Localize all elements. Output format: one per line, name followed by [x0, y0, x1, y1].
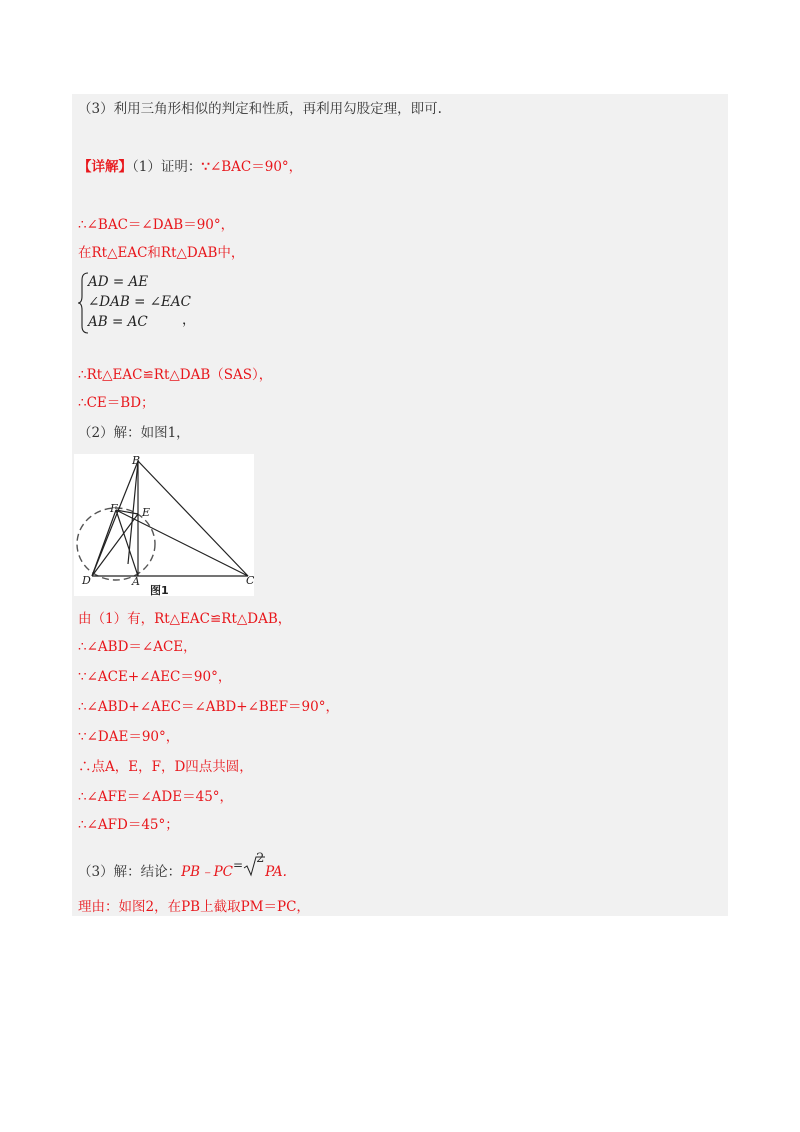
detail-tag: 【详解】: [78, 159, 132, 175]
part3-lhs: PB﹣PC: [181, 864, 234, 880]
figure-1: [74, 454, 254, 596]
afe-equals-ade: ∴∠AFE＝∠ADE＝45°，: [78, 789, 234, 805]
system-comma: ，: [182, 312, 196, 328]
ce-equals-bd: ∴CE＝BD；: [78, 395, 155, 411]
sqrt-argument: 2: [256, 851, 265, 866]
hint-part3: （3）利用三角形相似的判定和性质，再利用勾股定理，即可.: [78, 101, 442, 117]
ace-plus-aec: ∵∠ACE+∠AEC＝90°，: [78, 669, 232, 685]
bac-statement: ∠BAC＝90°，: [209, 159, 303, 175]
part3-prefix: （3）解：结论：: [78, 864, 182, 880]
part3-conclusion: [78, 851, 287, 881]
solution-content: [72, 94, 728, 916]
detail-heading: [78, 158, 302, 176]
system-row-3: AB = AC: [88, 314, 148, 330]
afd-45: ∴∠AFD＝45°；: [78, 817, 179, 833]
abd-equals-ace: ∴∠ABD＝∠ACE，: [78, 639, 197, 655]
label-f: F: [110, 502, 118, 515]
label-d: D: [82, 574, 91, 587]
abd-plus-aec: ∴∠ABD+∠AEC＝∠ABD+∠BEF＝90°，: [78, 699, 339, 715]
part3-equals: =: [233, 858, 244, 872]
therefore-bac-dab: ∴∠BAC＝∠DAB＝90°，: [78, 217, 235, 233]
congruence-conclusion: ∴Rt△EAC≌Rt△DAB（SAS），: [78, 367, 273, 383]
sqrt-expression: [243, 851, 265, 881]
concyclic-points: ∴点A，E，F，D四点共圆，: [78, 759, 253, 775]
dae-90: ∵∠DAE＝90°，: [78, 729, 180, 745]
part1-label: （1）证明：: [132, 159, 202, 175]
because-symbol: ∵: [201, 159, 210, 175]
part3-rhs: PA.: [265, 864, 287, 880]
part2-heading: （2）解：如图1，: [78, 425, 190, 441]
label-a: A: [132, 575, 140, 588]
in-triangles: 在Rt△EAC和Rt△DAB中，: [78, 245, 245, 261]
from-part1: 由（1）有，Rt△EAC≌Rt△DAB，: [78, 611, 292, 627]
figure-caption: 图1: [150, 584, 169, 596]
reason-line: 理由：如图2，在PB上截取PM＝PC，: [78, 899, 310, 915]
congruence-system: [78, 272, 218, 334]
system-row-1: AD = AE: [88, 274, 149, 290]
label-b: B: [132, 454, 141, 467]
label-e: E: [142, 506, 151, 519]
label-c: C: [246, 574, 254, 587]
system-row-2: ∠DAB = ∠EAC: [88, 294, 191, 310]
geometry-diagram: [74, 454, 254, 596]
